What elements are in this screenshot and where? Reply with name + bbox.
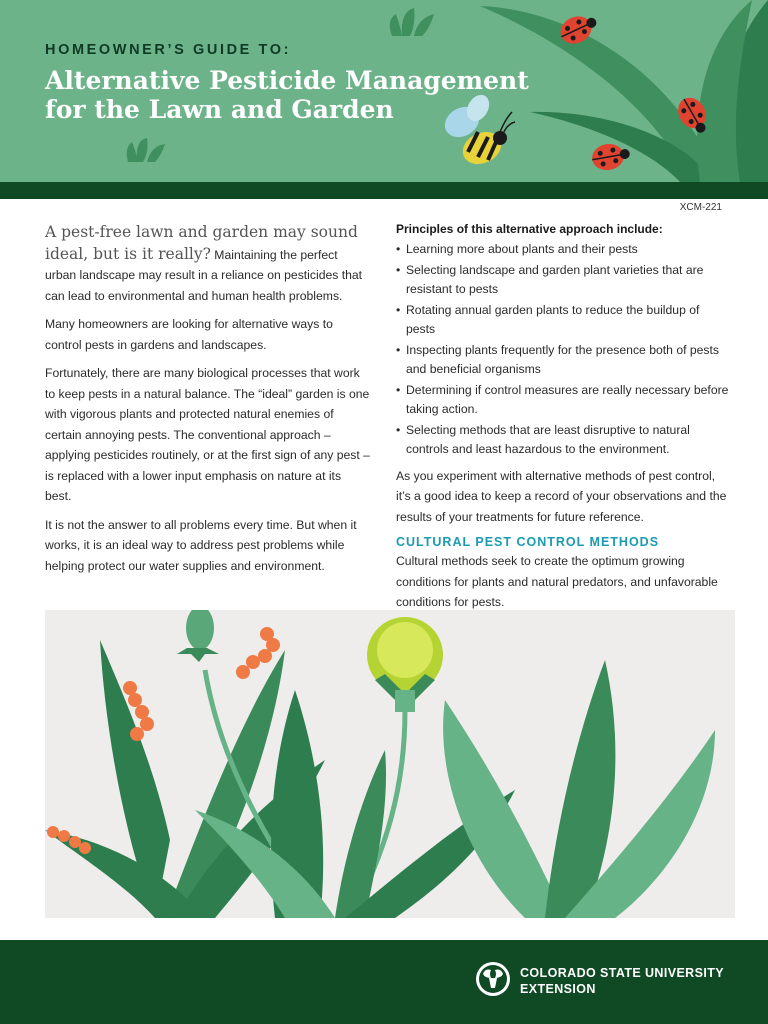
cultural-methods-text: Cultural methods seek to create the optimum growing conditions for plants and natural predators, and unfavorable conditions for pests. — [396, 554, 718, 609]
garden-illustration — [45, 610, 735, 918]
principles-heading: Principles of this alternative approach include: — [396, 222, 663, 236]
ram-logo-icon — [474, 960, 512, 998]
org-name-line2: EXTENSION — [520, 982, 596, 996]
document-code: XCM-221 — [679, 202, 722, 213]
list-item: • Selecting methods that are least disruptive to natural controls and least hazardous to the environment. — [396, 421, 731, 460]
org-name — [520, 965, 724, 997]
intro-lead-continuation: Maintaining the perfect urban landscape may result in a reliance on pesticides that can lead to environmental and human health problems. — [45, 247, 363, 303]
left-column — [45, 222, 370, 584]
list-item: • Rotating annual garden plants to reduce the buildup of pests — [396, 301, 731, 340]
body-paragraph: It is not the answer to all problems every time. But when it works, it is an ideal way to address pest problems while helping protect our water supplies and environment. — [45, 517, 357, 573]
list-item: • Determining if control measures are really necessary before taking action. — [396, 381, 731, 420]
list-item: • Learning more about plants and their pests — [396, 240, 731, 260]
right-column — [396, 222, 731, 621]
cultural-methods-heading: CULTURAL PEST CONTROL METHODS — [396, 535, 660, 549]
body-paragraph: Fortunately, there are many biological processes that work to keep pests in a natural balance. The “ideal” garden is one with vigorous plants and protected natural enemies of certain annoying pests. The conventional approach – applying pesticides routinely, or at the first sign of any pest – is replaced with a lower input emphasis on nature at its best. — [45, 366, 370, 503]
dandelion-flower-icon — [367, 617, 443, 712]
list-item: • Selecting landscape and garden plant varieties that are resistant to pests — [396, 261, 731, 300]
page-title: Alternative Pesticide Management for the Lawn and Garden — [45, 66, 529, 124]
grass-tuft-icon — [390, 8, 434, 36]
header-banner — [0, 0, 768, 182]
intro-paragraph — [45, 222, 370, 306]
principles-list — [396, 240, 731, 460]
ladybug-icon — [590, 140, 632, 172]
body-paragraph: Many homeowners are looking for alternative ways to control pests in gardens and landscapes. — [45, 317, 333, 352]
leaf-shape — [443, 700, 565, 918]
principles-closing: As you experiment with alternative methods of pest control, it’s a good idea to keep a record of your observations and the results of your treatments for future reference. — [396, 468, 727, 524]
dandelion-bud-icon — [177, 610, 219, 662]
leaf-shape — [45, 830, 205, 918]
header-divider-band — [0, 182, 768, 199]
list-item: • Inspecting plants frequently for the presence both of pests and beneficial organisms — [396, 341, 731, 380]
intro-lead: A pest-free lawn and garden may sound ideal, but is it really? — [45, 223, 358, 263]
guide-eyebrow: HOMEOWNER’S GUIDE TO: — [45, 42, 292, 58]
dandelion-illustration — [45, 610, 735, 918]
grass-tuft-icon — [127, 138, 165, 162]
org-name-line1: COLORADO STATE UNIVERSITY — [520, 966, 724, 980]
